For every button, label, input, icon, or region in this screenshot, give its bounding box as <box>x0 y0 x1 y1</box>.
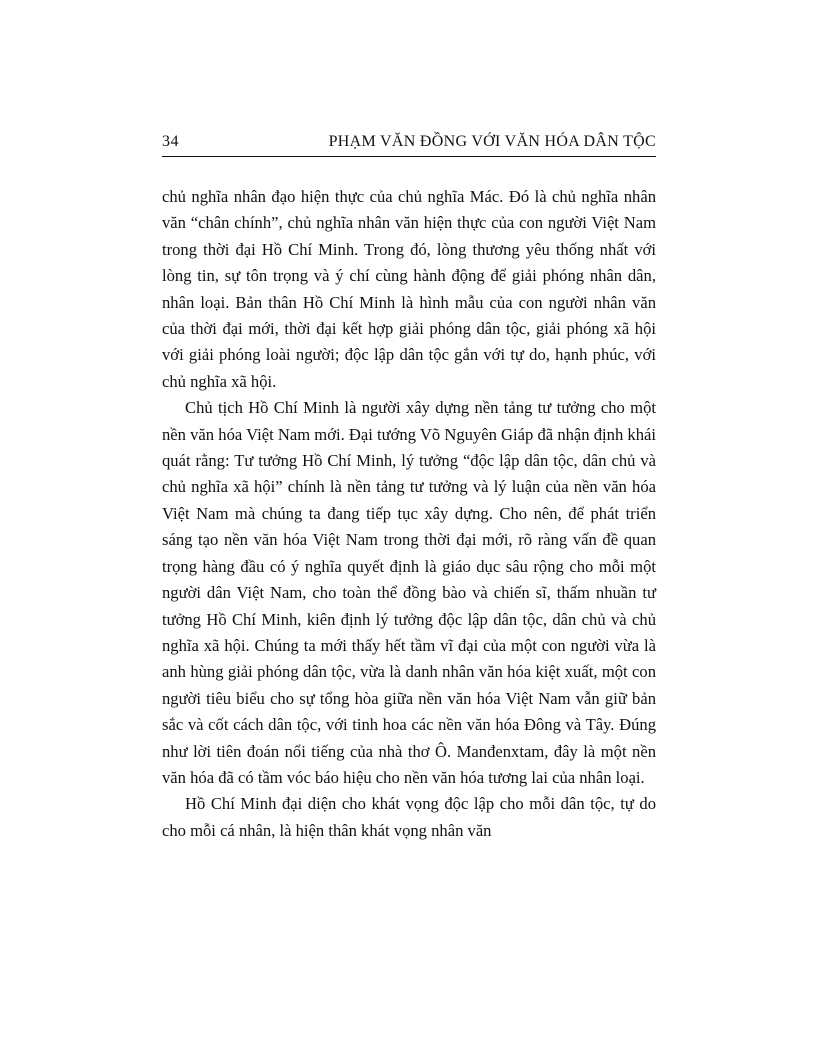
paragraph: Chủ tịch Hồ Chí Minh là người xây dựng nền tảng tư tưởng cho một nền văn hóa Việt Nam mới. Đại tướng Võ Nguyên Giáp đã nhận định khái quát rằng: Tư tưởng Hồ Chí Minh, lý tưởng “độc lập dân tộc, dân chủ và chủ nghĩa xã hội” chính là nền tảng tư tưởng và lý luận của nền văn hóa Việt Nam mà chúng ta đang tiếp tục xây dựng. Cho nên, để phát triển sáng tạo nền văn hóa Việt Nam trong thời đại mới, rõ ràng vấn đề quan trọng hàng đầu có ý nghĩa quyết định là giáo dục sâu rộng cho mỗi một người dân Việt Nam, cho toàn thể đồng bào và chiến sĩ, thấm nhuần tư tưởng Hồ Chí Minh, kiên định lý tưởng độc lập dân tộc, dân chủ và chủ nghĩa xã hội. Chúng ta mới thấy hết tầm vĩ đại của một con người vừa là anh hùng giải phóng dân tộc, vừa là danh nhân văn hóa kiệt xuất, một con người tiêu biểu cho sự tổng hòa giữa nền văn hóa Việt Nam vẫn giữ bản sắc và cốt cách dân tộc, với tinh hoa các nền văn hóa Đông và Tây. Đúng như lời tiên đoán nổi tiếng của nhà thơ Ô. Manđenxtam, đây là một nền văn hóa đã có tầm vóc báo hiệu cho nền văn hóa tương lai của nhân loại. <box>162 398 656 787</box>
paragraph-continued: chủ nghĩa nhân đạo hiện thực của chủ nghĩa Mác. Đó là chủ nghĩa nhân văn “chân chính”, chủ nghĩa nhân văn hiện thực của con người Việt Nam trong thời đại Hồ Chí Minh. Trong đó, lòng thương yêu thống nhất với lòng tin, sự tôn trọng và ý chí cùng hành động để giải phóng nhân dân, nhân loại. Bản thân Hồ Chí Minh là hình mẫu của con người nhân văn của thời đại mới, thời đại kết hợp giải phóng dân tộc, giải phóng xã hội với giải phóng loài người; độc lập dân tộc gắn với tự do, hạnh phúc, với chủ nghĩa xã hội. <box>162 187 656 391</box>
running-title: PHẠM VĂN ĐỒNG VỚI VĂN HÓA DÂN TỘC <box>328 133 656 150</box>
page-number: 34 <box>162 133 179 150</box>
book-page <box>162 132 656 844</box>
body-text <box>162 184 656 844</box>
running-header <box>162 132 656 157</box>
paragraph: Hồ Chí Minh đại diện cho khát vọng độc lập cho mỗi dân tộc, tự do cho mỗi cá nhân, là hiện thân khát vọng nhân văn <box>162 794 656 840</box>
